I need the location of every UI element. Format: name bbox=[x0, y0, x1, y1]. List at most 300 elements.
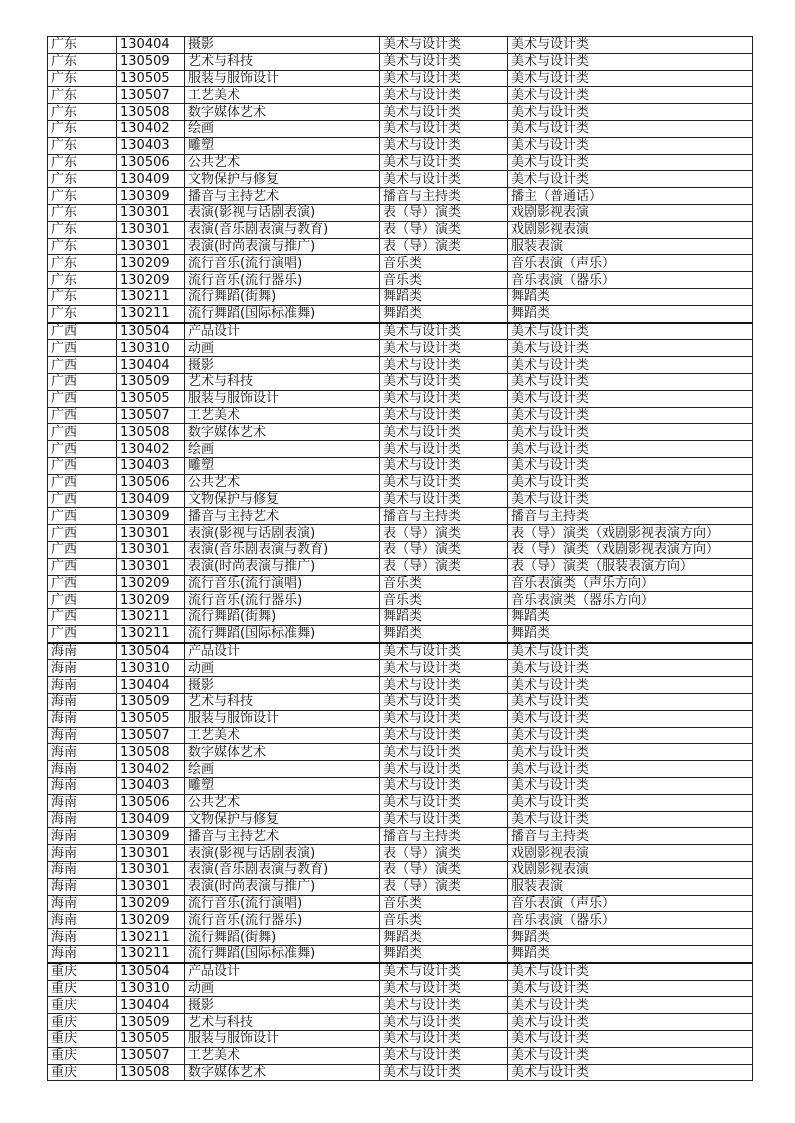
major-name-cell: 播音与主持艺术 bbox=[185, 188, 380, 205]
major-code-cell: 130404 bbox=[117, 997, 185, 1014]
major-code-cell: 130507 bbox=[117, 727, 185, 744]
table-row bbox=[48, 188, 753, 205]
admissions-table bbox=[47, 36, 753, 1081]
major-name-cell: 艺术与科技 bbox=[185, 694, 380, 711]
major-name-cell: 文物保护与修复 bbox=[185, 811, 380, 828]
major-code-cell: 130403 bbox=[117, 457, 185, 474]
table-row bbox=[48, 862, 753, 879]
exam-category-cell: 美术与设计类 bbox=[380, 710, 508, 727]
provincial-category-cell: 舞蹈类 bbox=[508, 288, 753, 305]
province-cell: 海南 bbox=[48, 946, 117, 963]
exam-category-cell: 美术与设计类 bbox=[380, 87, 508, 104]
exam-category-cell: 舞蹈类 bbox=[380, 288, 508, 305]
province-cell: 广东 bbox=[48, 137, 117, 154]
table-row bbox=[48, 778, 753, 795]
province-cell: 广西 bbox=[48, 558, 117, 575]
province-cell: 广西 bbox=[48, 390, 117, 407]
provincial-category-cell: 美术与设计类 bbox=[508, 744, 753, 761]
province-cell: 海南 bbox=[48, 912, 117, 929]
exam-category-cell: 美术与设计类 bbox=[380, 70, 508, 87]
provincial-category-cell: 播音与主持类 bbox=[508, 828, 753, 845]
table-row bbox=[48, 744, 753, 761]
exam-category-cell: 美术与设计类 bbox=[380, 1064, 508, 1081]
province-cell: 广西 bbox=[48, 357, 117, 374]
province-cell: 重庆 bbox=[48, 963, 117, 980]
provincial-category-cell: 舞蹈类 bbox=[508, 946, 753, 963]
exam-category-cell: 美术与设计类 bbox=[380, 474, 508, 491]
exam-category-cell: 美术与设计类 bbox=[380, 761, 508, 778]
major-name-cell: 摄影 bbox=[185, 997, 380, 1014]
provincial-category-cell: 美术与设计类 bbox=[508, 761, 753, 778]
major-name-cell: 工艺美术 bbox=[185, 1047, 380, 1064]
major-code-cell: 130310 bbox=[117, 340, 185, 357]
exam-category-cell: 美术与设计类 bbox=[380, 323, 508, 340]
table-row bbox=[48, 407, 753, 424]
exam-category-cell: 舞蹈类 bbox=[380, 609, 508, 626]
major-code-cell: 130509 bbox=[117, 1014, 185, 1031]
exam-category-cell: 美术与设计类 bbox=[380, 104, 508, 121]
exam-category-cell: 美术与设计类 bbox=[380, 660, 508, 677]
major-name-cell: 文物保护与修复 bbox=[185, 171, 380, 188]
province-cell: 广东 bbox=[48, 171, 117, 188]
table-row bbox=[48, 357, 753, 374]
major-name-cell: 雕塑 bbox=[185, 778, 380, 795]
provincial-category-cell: 美术与设计类 bbox=[508, 794, 753, 811]
province-cell: 广西 bbox=[48, 609, 117, 626]
provincial-category-cell: 美术与设计类 bbox=[508, 643, 753, 660]
major-name-cell: 动画 bbox=[185, 340, 380, 357]
major-name-cell: 表演(影视与话剧表演) bbox=[185, 845, 380, 862]
table-row bbox=[48, 441, 753, 458]
provincial-category-cell: 美术与设计类 bbox=[508, 424, 753, 441]
major-code-cell: 130404 bbox=[117, 37, 185, 54]
exam-category-cell: 美术与设计类 bbox=[380, 1031, 508, 1048]
exam-category-cell: 表（导）演类 bbox=[380, 238, 508, 255]
province-cell: 海南 bbox=[48, 694, 117, 711]
province-cell: 广东 bbox=[48, 204, 117, 221]
exam-category-cell: 美术与设计类 bbox=[380, 120, 508, 137]
exam-category-cell: 音乐类 bbox=[380, 592, 508, 609]
exam-category-cell: 表（导）演类 bbox=[380, 525, 508, 542]
exam-category-cell: 美术与设计类 bbox=[380, 643, 508, 660]
provincial-category-cell: 舞蹈类 bbox=[508, 609, 753, 626]
provincial-category-cell: 音乐表演（声乐） bbox=[508, 255, 753, 272]
major-code-cell: 130504 bbox=[117, 323, 185, 340]
major-code-cell: 130508 bbox=[117, 104, 185, 121]
major-name-cell: 流行音乐(流行器乐) bbox=[185, 592, 380, 609]
province-cell: 海南 bbox=[48, 727, 117, 744]
table-row bbox=[48, 323, 753, 340]
exam-category-cell: 美术与设计类 bbox=[380, 980, 508, 997]
major-code-cell: 130209 bbox=[117, 592, 185, 609]
major-name-cell: 表演(影视与话剧表演) bbox=[185, 204, 380, 221]
major-code-cell: 130211 bbox=[117, 946, 185, 963]
major-code-cell: 130409 bbox=[117, 171, 185, 188]
provincial-category-cell: 美术与设计类 bbox=[508, 811, 753, 828]
table-row bbox=[48, 895, 753, 912]
provincial-category-cell: 表（导）演类（服装表演方向） bbox=[508, 558, 753, 575]
major-code-cell: 130409 bbox=[117, 491, 185, 508]
table-row bbox=[48, 929, 753, 946]
provincial-category-cell: 美术与设计类 bbox=[508, 694, 753, 711]
exam-category-cell: 美术与设计类 bbox=[380, 357, 508, 374]
table-row bbox=[48, 491, 753, 508]
major-name-cell: 工艺美术 bbox=[185, 727, 380, 744]
major-name-cell: 雕塑 bbox=[185, 457, 380, 474]
major-code-cell: 130507 bbox=[117, 407, 185, 424]
table-row bbox=[48, 811, 753, 828]
major-name-cell: 产品设计 bbox=[185, 323, 380, 340]
province-cell: 广东 bbox=[48, 272, 117, 289]
exam-category-cell: 美术与设计类 bbox=[380, 37, 508, 54]
provincial-category-cell: 戏剧影视表演 bbox=[508, 204, 753, 221]
province-cell: 重庆 bbox=[48, 1064, 117, 1081]
major-name-cell: 公共艺术 bbox=[185, 794, 380, 811]
major-code-cell: 130301 bbox=[117, 541, 185, 558]
major-code-cell: 130505 bbox=[117, 70, 185, 87]
major-name-cell: 播音与主持艺术 bbox=[185, 508, 380, 525]
table-row bbox=[48, 794, 753, 811]
province-cell: 重庆 bbox=[48, 980, 117, 997]
table-row bbox=[48, 845, 753, 862]
major-name-cell: 表演(音乐剧表演与教育) bbox=[185, 221, 380, 238]
table-row bbox=[48, 946, 753, 963]
table-row bbox=[48, 1047, 753, 1064]
major-name-cell: 表演(影视与话剧表演) bbox=[185, 525, 380, 542]
table-row bbox=[48, 828, 753, 845]
provincial-category-cell: 播音与主持类 bbox=[508, 508, 753, 525]
table-row bbox=[48, 305, 753, 322]
exam-category-cell: 音乐类 bbox=[380, 272, 508, 289]
province-cell: 海南 bbox=[48, 878, 117, 895]
table-row bbox=[48, 390, 753, 407]
exam-category-cell: 美术与设计类 bbox=[380, 694, 508, 711]
table-row bbox=[48, 272, 753, 289]
province-cell: 广西 bbox=[48, 525, 117, 542]
major-name-cell: 服装与服饰设计 bbox=[185, 1031, 380, 1048]
exam-category-cell: 舞蹈类 bbox=[380, 929, 508, 946]
provincial-category-cell: 美术与设计类 bbox=[508, 710, 753, 727]
province-cell: 海南 bbox=[48, 710, 117, 727]
major-code-cell: 130505 bbox=[117, 390, 185, 407]
provincial-category-cell: 美术与设计类 bbox=[508, 120, 753, 137]
province-cell: 广西 bbox=[48, 474, 117, 491]
major-code-cell: 130507 bbox=[117, 1047, 185, 1064]
major-code-cell: 130211 bbox=[117, 305, 185, 322]
province-cell: 海南 bbox=[48, 828, 117, 845]
exam-category-cell: 美术与设计类 bbox=[380, 407, 508, 424]
table-row bbox=[48, 625, 753, 642]
province-cell: 广东 bbox=[48, 221, 117, 238]
provincial-category-cell: 美术与设计类 bbox=[508, 323, 753, 340]
provincial-category-cell: 舞蹈类 bbox=[508, 305, 753, 322]
province-cell: 海南 bbox=[48, 677, 117, 694]
table-row bbox=[48, 70, 753, 87]
province-cell: 重庆 bbox=[48, 1014, 117, 1031]
exam-category-cell: 表（导）演类 bbox=[380, 878, 508, 895]
provincial-category-cell: 美术与设计类 bbox=[508, 390, 753, 407]
major-name-cell: 流行音乐(流行演唱) bbox=[185, 895, 380, 912]
major-code-cell: 130506 bbox=[117, 794, 185, 811]
table-row bbox=[48, 120, 753, 137]
provincial-category-cell: 美术与设计类 bbox=[508, 373, 753, 390]
table-row bbox=[48, 171, 753, 188]
province-cell: 重庆 bbox=[48, 1047, 117, 1064]
major-code-cell: 130211 bbox=[117, 929, 185, 946]
exam-category-cell: 美术与设计类 bbox=[380, 997, 508, 1014]
major-name-cell: 流行音乐(流行器乐) bbox=[185, 912, 380, 929]
exam-category-cell: 美术与设计类 bbox=[380, 424, 508, 441]
major-code-cell: 130404 bbox=[117, 677, 185, 694]
major-name-cell: 流行舞蹈(国际标准舞) bbox=[185, 625, 380, 642]
table-row bbox=[48, 288, 753, 305]
table-row bbox=[48, 997, 753, 1014]
major-name-cell: 绘画 bbox=[185, 441, 380, 458]
exam-category-cell: 表（导）演类 bbox=[380, 221, 508, 238]
major-name-cell: 艺术与科技 bbox=[185, 1014, 380, 1031]
major-name-cell: 表演(时尚表演与推广) bbox=[185, 878, 380, 895]
province-cell: 海南 bbox=[48, 845, 117, 862]
table-row bbox=[48, 204, 753, 221]
major-name-cell: 服装与服饰设计 bbox=[185, 390, 380, 407]
exam-category-cell: 舞蹈类 bbox=[380, 946, 508, 963]
major-name-cell: 产品设计 bbox=[185, 963, 380, 980]
province-cell: 海南 bbox=[48, 761, 117, 778]
exam-category-cell: 美术与设计类 bbox=[380, 491, 508, 508]
province-cell: 广西 bbox=[48, 441, 117, 458]
major-code-cell: 130209 bbox=[117, 575, 185, 592]
province-cell: 广东 bbox=[48, 305, 117, 322]
table-row bbox=[48, 340, 753, 357]
provincial-category-cell: 舞蹈类 bbox=[508, 929, 753, 946]
exam-category-cell: 表（导）演类 bbox=[380, 845, 508, 862]
provincial-category-cell: 美术与设计类 bbox=[508, 357, 753, 374]
province-cell: 广东 bbox=[48, 87, 117, 104]
exam-category-cell: 舞蹈类 bbox=[380, 305, 508, 322]
exam-category-cell: 美术与设计类 bbox=[380, 794, 508, 811]
major-code-cell: 130301 bbox=[117, 525, 185, 542]
table-body bbox=[48, 37, 753, 1081]
provincial-category-cell: 美术与设计类 bbox=[508, 963, 753, 980]
exam-category-cell: 音乐类 bbox=[380, 575, 508, 592]
province-cell: 广西 bbox=[48, 625, 117, 642]
major-name-cell: 表演(音乐剧表演与教育) bbox=[185, 862, 380, 879]
exam-category-cell: 音乐类 bbox=[380, 912, 508, 929]
province-cell: 广东 bbox=[48, 70, 117, 87]
major-name-cell: 绘画 bbox=[185, 120, 380, 137]
provincial-category-cell: 美术与设计类 bbox=[508, 778, 753, 795]
province-cell: 海南 bbox=[48, 811, 117, 828]
table-row bbox=[48, 592, 753, 609]
exam-category-cell: 美术与设计类 bbox=[380, 340, 508, 357]
major-code-cell: 130509 bbox=[117, 53, 185, 70]
province-cell: 广东 bbox=[48, 238, 117, 255]
major-code-cell: 130403 bbox=[117, 778, 185, 795]
major-code-cell: 130404 bbox=[117, 357, 185, 374]
exam-category-cell: 播音与主持类 bbox=[380, 828, 508, 845]
provincial-category-cell: 美术与设计类 bbox=[508, 1031, 753, 1048]
table-row bbox=[48, 104, 753, 121]
exam-category-cell: 美术与设计类 bbox=[380, 778, 508, 795]
provincial-category-cell: 美术与设计类 bbox=[508, 441, 753, 458]
table-row bbox=[48, 154, 753, 171]
provincial-category-cell: 美术与设计类 bbox=[508, 137, 753, 154]
major-name-cell: 表演(时尚表演与推广) bbox=[185, 238, 380, 255]
exam-category-cell: 美术与设计类 bbox=[380, 390, 508, 407]
major-name-cell: 艺术与科技 bbox=[185, 373, 380, 390]
province-cell: 广东 bbox=[48, 288, 117, 305]
province-cell: 海南 bbox=[48, 929, 117, 946]
major-code-cell: 130506 bbox=[117, 474, 185, 491]
exam-category-cell: 美术与设计类 bbox=[380, 53, 508, 70]
major-name-cell: 摄影 bbox=[185, 37, 380, 54]
major-name-cell: 流行音乐(流行器乐) bbox=[185, 272, 380, 289]
table-row bbox=[48, 878, 753, 895]
major-code-cell: 130211 bbox=[117, 625, 185, 642]
provincial-category-cell: 美术与设计类 bbox=[508, 1064, 753, 1081]
province-cell: 海南 bbox=[48, 643, 117, 660]
exam-category-cell: 音乐类 bbox=[380, 255, 508, 272]
major-name-cell: 动画 bbox=[185, 980, 380, 997]
table-row bbox=[48, 1031, 753, 1048]
table-row bbox=[48, 373, 753, 390]
major-code-cell: 130301 bbox=[117, 845, 185, 862]
exam-category-cell: 美术与设计类 bbox=[380, 744, 508, 761]
table-row bbox=[48, 1064, 753, 1081]
major-name-cell: 服装与服饰设计 bbox=[185, 70, 380, 87]
exam-category-cell: 美术与设计类 bbox=[380, 811, 508, 828]
provincial-category-cell: 音乐表演（声乐） bbox=[508, 895, 753, 912]
provincial-category-cell: 美术与设计类 bbox=[508, 70, 753, 87]
provincial-category-cell: 美术与设计类 bbox=[508, 53, 753, 70]
province-cell: 重庆 bbox=[48, 1031, 117, 1048]
province-cell: 广东 bbox=[48, 154, 117, 171]
major-code-cell: 130309 bbox=[117, 828, 185, 845]
major-code-cell: 130402 bbox=[117, 441, 185, 458]
province-cell: 广东 bbox=[48, 37, 117, 54]
table-row bbox=[48, 694, 753, 711]
major-code-cell: 130209 bbox=[117, 912, 185, 929]
provincial-category-cell: 美术与设计类 bbox=[508, 660, 753, 677]
province-cell: 广西 bbox=[48, 373, 117, 390]
province-cell: 广西 bbox=[48, 457, 117, 474]
table-row bbox=[48, 37, 753, 54]
table-row bbox=[48, 255, 753, 272]
major-code-cell: 130310 bbox=[117, 660, 185, 677]
province-cell: 广东 bbox=[48, 53, 117, 70]
provincial-category-cell: 音乐表演（器乐） bbox=[508, 272, 753, 289]
provincial-category-cell: 戏剧影视表演 bbox=[508, 845, 753, 862]
major-code-cell: 130310 bbox=[117, 980, 185, 997]
province-cell: 广东 bbox=[48, 255, 117, 272]
major-code-cell: 130504 bbox=[117, 643, 185, 660]
table-row bbox=[48, 761, 753, 778]
major-name-cell: 数字媒体艺术 bbox=[185, 1064, 380, 1081]
provincial-category-cell: 美术与设计类 bbox=[508, 1047, 753, 1064]
exam-category-cell: 美术与设计类 bbox=[380, 677, 508, 694]
major-name-cell: 雕塑 bbox=[185, 137, 380, 154]
major-name-cell: 绘画 bbox=[185, 761, 380, 778]
major-code-cell: 130409 bbox=[117, 811, 185, 828]
provincial-category-cell: 美术与设计类 bbox=[508, 104, 753, 121]
table-row bbox=[48, 87, 753, 104]
province-cell: 广西 bbox=[48, 323, 117, 340]
provincial-category-cell: 美术与设计类 bbox=[508, 87, 753, 104]
major-code-cell: 130301 bbox=[117, 878, 185, 895]
major-code-cell: 130505 bbox=[117, 1031, 185, 1048]
table-row bbox=[48, 963, 753, 980]
major-name-cell: 流行舞蹈(街舞) bbox=[185, 288, 380, 305]
exam-category-cell: 表（导）演类 bbox=[380, 204, 508, 221]
table-row bbox=[48, 980, 753, 997]
provincial-category-cell: 服装表演 bbox=[508, 878, 753, 895]
table-row bbox=[48, 541, 753, 558]
province-cell: 海南 bbox=[48, 778, 117, 795]
exam-category-cell: 美术与设计类 bbox=[380, 727, 508, 744]
table-row bbox=[48, 238, 753, 255]
exam-category-cell: 表（导）演类 bbox=[380, 541, 508, 558]
major-code-cell: 130209 bbox=[117, 895, 185, 912]
table-row bbox=[48, 912, 753, 929]
table-row bbox=[48, 424, 753, 441]
exam-category-cell: 美术与设计类 bbox=[380, 1014, 508, 1031]
major-code-cell: 130301 bbox=[117, 238, 185, 255]
provincial-category-cell: 美术与设计类 bbox=[508, 727, 753, 744]
exam-category-cell: 美术与设计类 bbox=[380, 1047, 508, 1064]
provincial-category-cell: 美术与设计类 bbox=[508, 997, 753, 1014]
provincial-category-cell: 美术与设计类 bbox=[508, 37, 753, 54]
major-name-cell: 表演(音乐剧表演与教育) bbox=[185, 541, 380, 558]
major-code-cell: 130301 bbox=[117, 204, 185, 221]
major-name-cell: 流行音乐(流行演唱) bbox=[185, 575, 380, 592]
major-code-cell: 130504 bbox=[117, 963, 185, 980]
table-row bbox=[48, 558, 753, 575]
exam-category-cell: 舞蹈类 bbox=[380, 625, 508, 642]
provincial-category-cell: 服装表演 bbox=[508, 238, 753, 255]
province-cell: 海南 bbox=[48, 794, 117, 811]
major-code-cell: 130301 bbox=[117, 558, 185, 575]
exam-category-cell: 美术与设计类 bbox=[380, 171, 508, 188]
provincial-category-cell: 美术与设计类 bbox=[508, 154, 753, 171]
exam-category-cell: 美术与设计类 bbox=[380, 373, 508, 390]
province-cell: 广东 bbox=[48, 188, 117, 205]
province-cell: 海南 bbox=[48, 862, 117, 879]
provincial-category-cell: 音乐表演类（声乐方向） bbox=[508, 575, 753, 592]
province-cell: 广西 bbox=[48, 592, 117, 609]
major-name-cell: 艺术与科技 bbox=[185, 53, 380, 70]
major-code-cell: 130505 bbox=[117, 710, 185, 727]
province-cell: 广西 bbox=[48, 541, 117, 558]
table-row bbox=[48, 525, 753, 542]
exam-category-cell: 播音与主持类 bbox=[380, 188, 508, 205]
table-row bbox=[48, 710, 753, 727]
major-name-cell: 工艺美术 bbox=[185, 407, 380, 424]
major-name-cell: 数字媒体艺术 bbox=[185, 104, 380, 121]
table-row bbox=[48, 575, 753, 592]
provincial-category-cell: 音乐表演（器乐） bbox=[508, 912, 753, 929]
major-name-cell: 流行音乐(流行演唱) bbox=[185, 255, 380, 272]
exam-category-cell: 美术与设计类 bbox=[380, 137, 508, 154]
major-code-cell: 130507 bbox=[117, 87, 185, 104]
table-row bbox=[48, 221, 753, 238]
table-row bbox=[48, 137, 753, 154]
major-name-cell: 流行舞蹈(街舞) bbox=[185, 609, 380, 626]
table-row bbox=[48, 508, 753, 525]
provincial-category-cell: 戏剧影视表演 bbox=[508, 221, 753, 238]
province-cell: 广东 bbox=[48, 104, 117, 121]
major-code-cell: 130301 bbox=[117, 862, 185, 879]
province-cell: 海南 bbox=[48, 895, 117, 912]
